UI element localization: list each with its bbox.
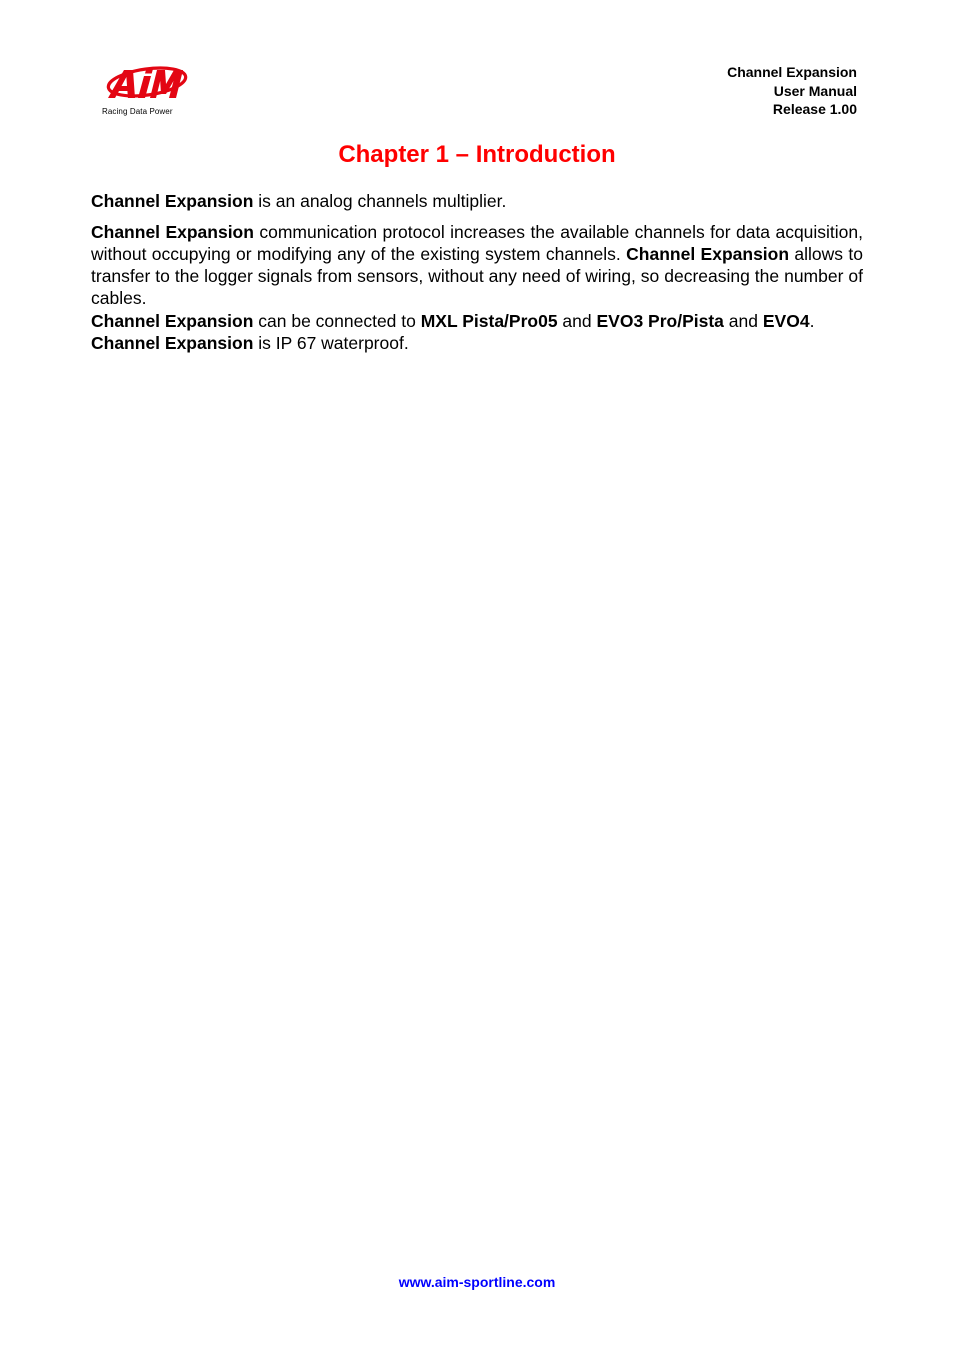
chapter-body	[91, 190, 863, 354]
paragraph-intro	[91, 190, 863, 212]
paragraph-text: and	[723, 310, 763, 331]
product-name-bold: Channel Expansion	[91, 191, 254, 211]
footer-website-link[interactable]: www.aim-sportline.com	[398, 1274, 556, 1290]
paragraph-text: allows to transfer to the logger signals from sensors, without any need of wiring, so decreasing the number of cables.	[91, 244, 863, 309]
paragraph-text: .	[809, 310, 815, 331]
logo-tagline: Racing Data Power	[102, 107, 173, 116]
document-header-info	[727, 63, 857, 119]
chapter-title: Chapter 1 – Introduction	[338, 141, 616, 168]
header-doc-type: User Manual	[773, 82, 857, 99]
device-name-evo4: EVO4	[762, 310, 810, 331]
paragraph-waterproof	[91, 332, 863, 354]
paragraph-text: and	[557, 310, 597, 331]
paragraph-text: communication protocol increases the available channels for data acquisition, without occupying or modifying any of the existing system channels.	[91, 221, 864, 264]
aim-logo-mark-icon	[100, 64, 190, 104]
device-name-mxl: MXL Pista/Pro05	[420, 310, 558, 331]
paragraph-text: can be connected to	[253, 310, 421, 331]
product-name-bold: Channel Expansion	[91, 332, 254, 353]
paragraph-protocol	[91, 221, 863, 310]
aim-logo	[100, 64, 190, 120]
header-product-name: Channel Expansion	[727, 64, 857, 80]
paragraph-text: is an analog channels multiplier.	[253, 191, 507, 211]
paragraph-compatibility	[91, 310, 863, 332]
header-release: Release 1.00	[772, 101, 857, 117]
device-name-evo3: EVO3 Pro/Pista	[596, 310, 724, 331]
paragraph-text: is IP 67 waterproof.	[253, 332, 409, 353]
product-name-bold: Channel Expansion	[626, 244, 790, 264]
product-name-bold: Channel Expansion	[91, 221, 254, 242]
product-name-bold: Channel Expansion	[91, 310, 254, 331]
